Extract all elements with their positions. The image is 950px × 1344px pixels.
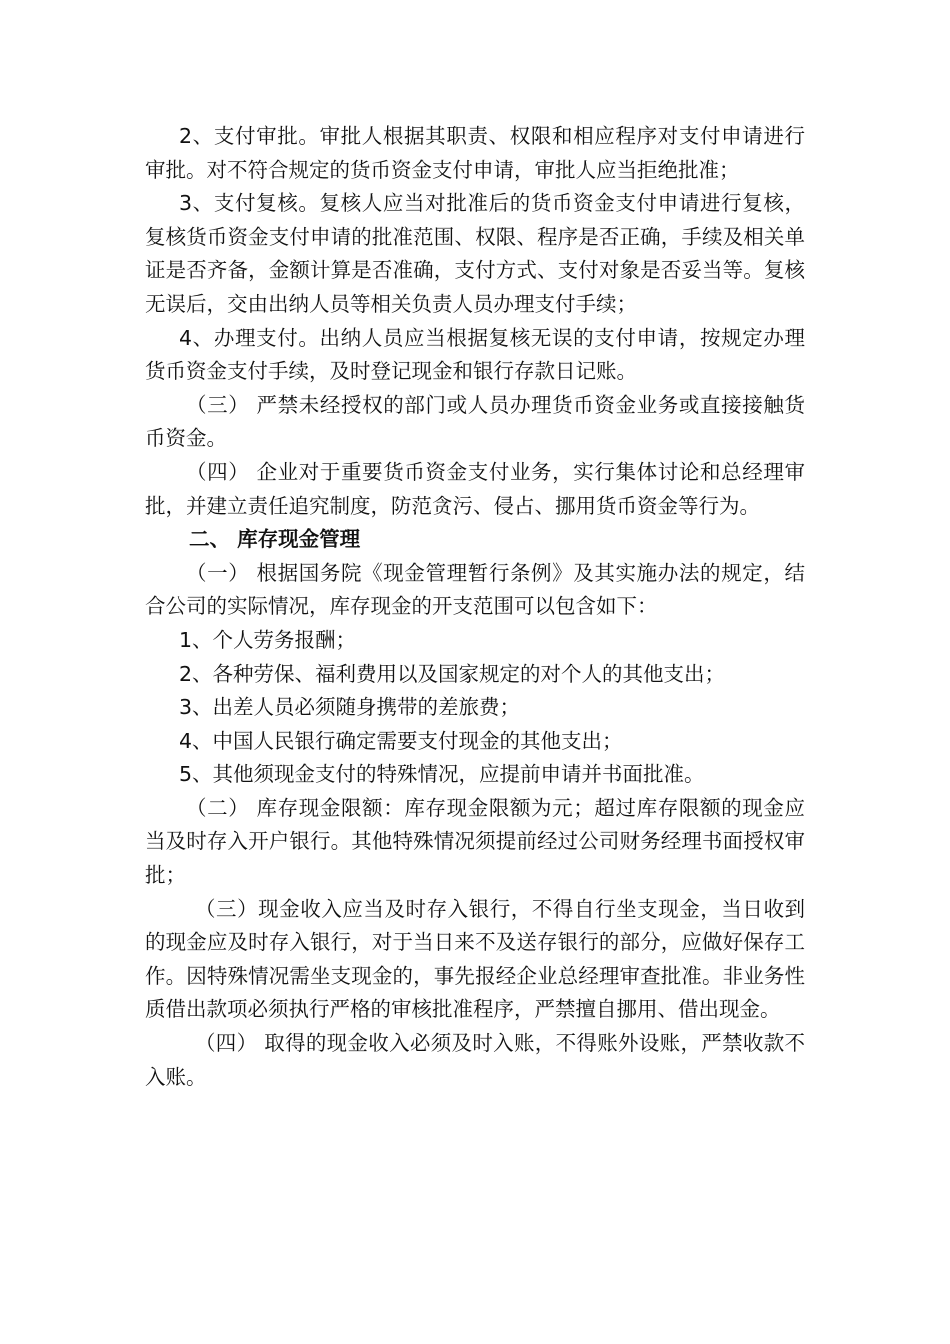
paragraph-handle-payment: 4、办理支付。出纳人员应当根据复核无误的支付申请，按规定办理货币资金支付手续，及时登记现金和银行存款日记账。	[145, 325, 805, 384]
paragraph-payment-approval: 2、支付审批。审批人根据其职责、权限和相应程序对支付申请进行审批。对不符合规定的货币资金支付申请，审批人应当拒绝批准；	[145, 124, 805, 182]
paragraph-prohibit-unauthorized: （三） 严禁未经授权的部门或人员办理货币资金业务或直接接触货币资金。	[145, 392, 805, 451]
paragraph-important-payments: （四） 企业对于重要货币资金支付业务，实行集体讨论和总经理审批，并建立责任追究制度，防范贪污、侵占、挪用货币资金等行为。	[145, 459, 805, 518]
list-item: 5、其他须现金支付的特殊情况，应提前申请并书面批准。	[179, 762, 705, 787]
paragraph-cash-deposit: （三）现金收入应当及时存入银行，不得自行坐支现金，当日收到的现金应及时存入银行，对于当日来不及送存银行的部分，应做好保存工作。因特殊情况需坐支现金的，事先报经企业总经理审查批准。非业务性质借出款项必须执行严格的审核批准程序，严禁擅自挪用、借出现金。	[145, 896, 805, 1022]
section-heading-cash-management: 二、 库存现金管理	[189, 527, 361, 552]
paragraph-cash-recording: （四） 取得的现金收入必须及时入账，不得账外设账，严禁收款不入账。	[145, 1031, 805, 1089]
document-page	[145, 120, 805, 1094]
list-item: 3、出差人员必须随身携带的差旅费；	[179, 695, 521, 720]
list-item: 2、各种劳保、福利费用以及国家规定的对个人的其他支出；	[179, 661, 726, 686]
list-item: 1、个人劳务报酬；	[179, 627, 357, 652]
paragraph-cash-scope: （一） 根据国务院《现金管理暂行条例》及其实施办法的规定，结合公司的实际情况，库存现金的开支范围可以包含如下：	[145, 560, 805, 619]
paragraph-payment-review: 3、支付复核。复核人应当对批准后的货币资金支付申请进行复核，复核货币资金支付申请的批准范围、权限、程序是否正确，手续及相关单证是否齐备，金额计算是否准确，支付方式、支付对象是否妥当等。复核无误后，交由出纳人员等相关负责人员办理支付手续；	[145, 191, 805, 316]
paragraph-cash-limit: （二） 库存现金限额：库存现金限额为元；超过库存限额的现金应当及时存入开户银行。其他特殊情况须提前经过公司财务经理书面授权审批；	[145, 795, 805, 888]
list-item: 4、中国人民银行确定需要支付现金的其他支出；	[179, 728, 623, 753]
